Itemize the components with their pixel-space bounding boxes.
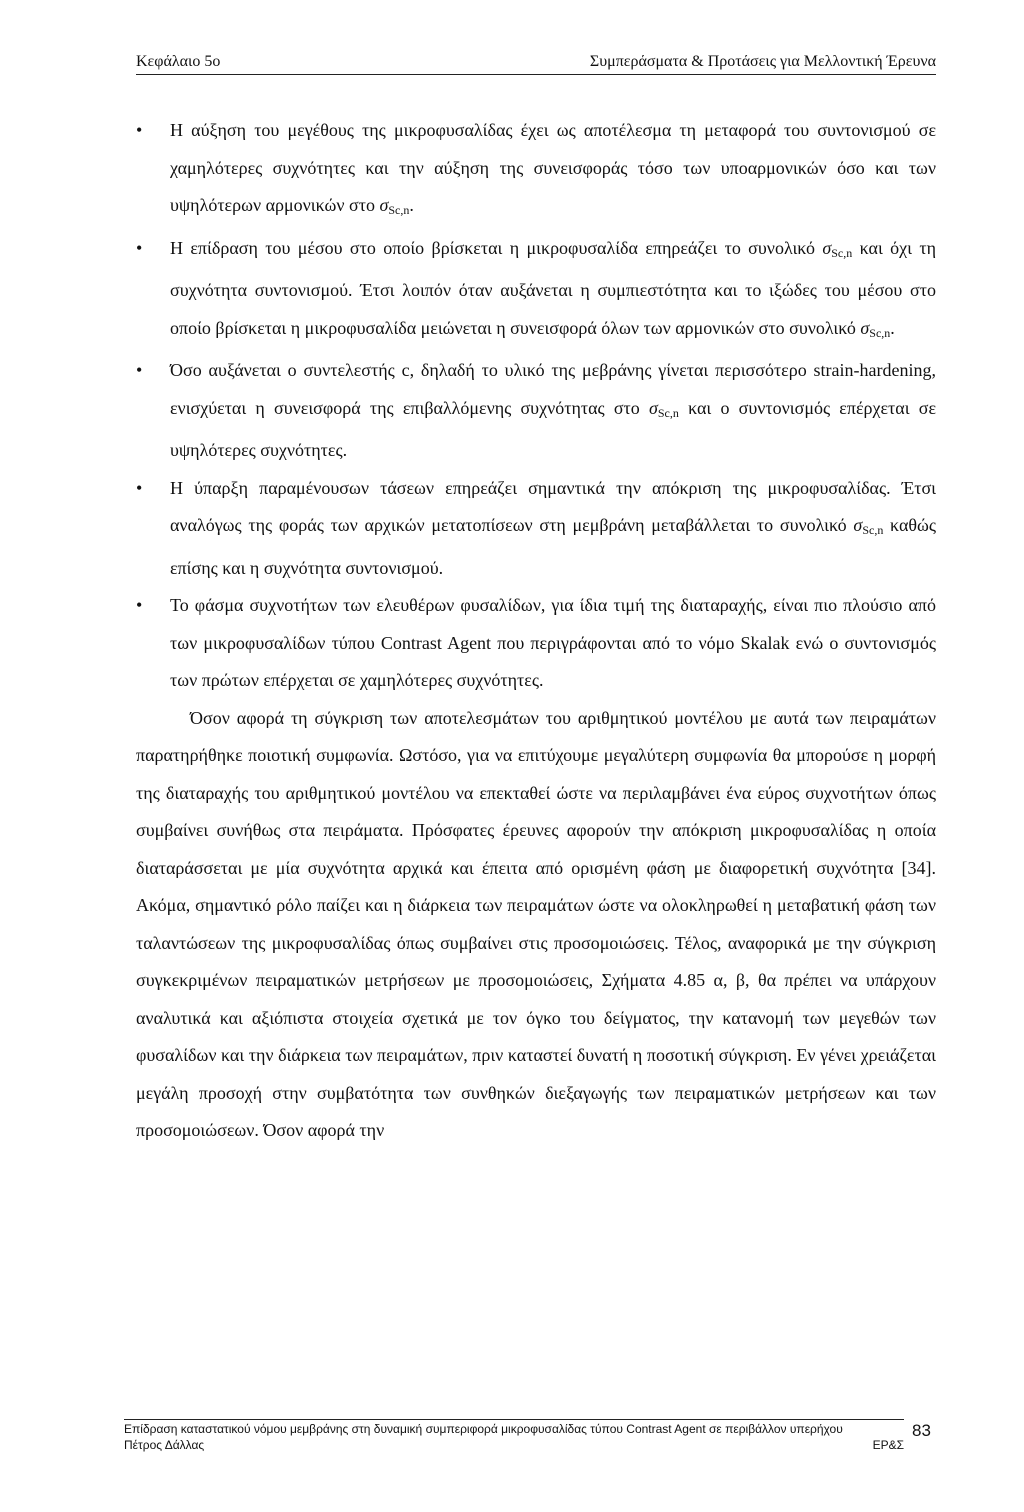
- author-name: Πέτρος Δάλλας: [124, 1438, 205, 1452]
- running-header: [136, 52, 936, 72]
- footer-divider: [124, 1419, 904, 1420]
- chapter-label: Κεφάλαιο 5ο: [136, 53, 221, 70]
- sigma-symbol: σ: [648, 397, 658, 418]
- sigma-symbol: σ: [379, 195, 389, 215]
- bullet-text: .: [890, 317, 895, 338]
- sigma-subscript: Sc,n: [831, 245, 853, 260]
- bullet-text: Η αύξηση του μεγέθους της μικροφυσαλίδας έχει ως αποτέλεσμα τη μεταφορά του συντονισμού σε χαμηλότερες συχνότητες και την αύξηση της συνεισφοράς τόσο των υποαρμονικών όσο και των υψηλότερων αρμονικών στο: [170, 120, 936, 215]
- bullet-text: Το φάσμα συχνοτήτων των ελευθέρων φυσαλίδων, για ίδια τιμή της διαταραχής, είναι πιο πλούσιο από των μικροφυσαλίδων τύπου Contrast Agent που περιγράφονται από το νόμο Skalak ενώ ο συντονισμός των πρώτων επέρχεται σε χαμηλότερες συχνότητες.: [170, 595, 936, 690]
- sigma-subscript: Sc,n: [862, 523, 884, 537]
- bullet-text: Όσο αυξάνεται ο συντελεστής c, δηλαδή το υλικό της μεβράνης γίνεται περισσότερο strain-hardening, ενισχύεται η συνεισφορά της επιβαλλόμενης συχνότητας στο: [170, 360, 936, 418]
- sigma-symbol: σ: [853, 515, 863, 535]
- bullet-text: και ο συντονισμός επέρχεται σε υψηλότερες συχνότητες.: [170, 397, 936, 460]
- thesis-title: Επίδραση καταστατικού νόμου μεμβράνης στη δυναμική συμπεριφορά μικροφυσαλίδας τύπου Contrast Agent σε περιβάλλον υπερήχου: [124, 1422, 843, 1436]
- sigma-symbol: σ: [822, 237, 832, 258]
- bullet-text: .: [409, 195, 414, 215]
- list-item: [18, 352, 936, 470]
- bullet-text: Η ύπαρξη παραμένουσων τάσεων επηρεάζει σημαντικά την απόκριση της μικροφυσαλίδας. Έτσι αναλόγως της φοράς των αρχικών μετατοπίσεων στη μεμβράνη μεταβάλλεται το συνολικό: [170, 477, 936, 535]
- sigma-subscript: Sc,n: [388, 203, 410, 217]
- list-item: [18, 587, 936, 700]
- list-item: [18, 112, 936, 230]
- section-title: Συμπεράσματα & Προτάσεις για Μελλοντική Έρευνα: [589, 53, 936, 70]
- running-footer: [124, 1421, 904, 1453]
- bullet-text: Η επίδραση του μέσου στο οποίο βρίσκεται η μικροφυσαλίδα επηρεάζει το συνολικό: [170, 237, 823, 258]
- list-item: [18, 230, 936, 353]
- department-label: ΕΡ&Σ: [872, 1438, 904, 1452]
- bullet-text: καθώς επίσης και η συχνότητα συντονισμού.: [170, 515, 936, 578]
- sigma-subscript: Sc,n: [869, 325, 891, 340]
- header-divider: [136, 74, 936, 75]
- bullet-text: και όχι τη συχνότητα συντονισμού. Έτσι λοιπόν όταν αυξάνεται η συμπιεστότητα και το ιξώδες του μέσου στο οποίο βρίσκεται η μικροφυσαλίδα μειώνεται η συνεισφορά όλων των αρμονικών στο συνολικό: [170, 237, 936, 338]
- conclusions-list: [136, 112, 936, 700]
- list-item: [18, 470, 936, 588]
- sigma-symbol: σ: [860, 317, 870, 338]
- body-text: [136, 112, 936, 1150]
- sigma-subscript: Sc,n: [657, 405, 679, 420]
- body-paragraph: Όσον αφορά τη σύγκριση των αποτελεσμάτων του αριθμητικού μοντέλου με αυτά των πειραμάτων παρατηρήθηκε ποιοτική συμφωνία. Ωστόσο, για να επιτύχουμε μεγαλύτερη συμφωνία θα μπορούσε η μορφή της διαταραχής του αριθμητικού μοντέλου να επεκταθεί ώστε να περιλαμβάνει ένα εύρος συχνοτήτων όπως συμβαίνει συνήθως στα πειράματα. Πρόσφατες έρευνες αφορούν την απόκριση μικροφυσαλίδας η οποία διαταράσσεται με μία συχνότητα αρχικά και έπειτα από ορισμένη φάση με διαφορετική συχνότητα [34]. Ακόμα, σημαντικό ρόλο παίζει και η διάρκεια των πειραμάτων ώστε να ολοκληρωθεί η μεταβατική φάση των ταλαντώσεων της μικροφυσαλίδας όπως συμβαίνει στις προσομοιώσεις. Τέλος, αναφορικά με την σύγκριση συγκεκριμένων πειραματικών μετρήσεων με προσομοιώσεις, Σχήματα 4.85 α, β, θα πρέπει να υπάρχουν αναλυτικά και αξιόπιστα στοιχεία σχετικά με τον όγκο του δείγματος, την κατανομή των μεγεθών των φυσαλίδων και την διάρκεια των πειραμάτων, πριν καταστεί δυνατή η ποσοτική σύγκριση. Εν γένει χρειάζεται μεγάλη προσοχή στην συμβατότητα των συνθηκών διεξαγωγής των πειραματικών μετρήσεων και των προσομοιώσεων. Όσον αφορά την: [136, 707, 936, 1140]
- page-number: 83: [912, 1421, 931, 1440]
